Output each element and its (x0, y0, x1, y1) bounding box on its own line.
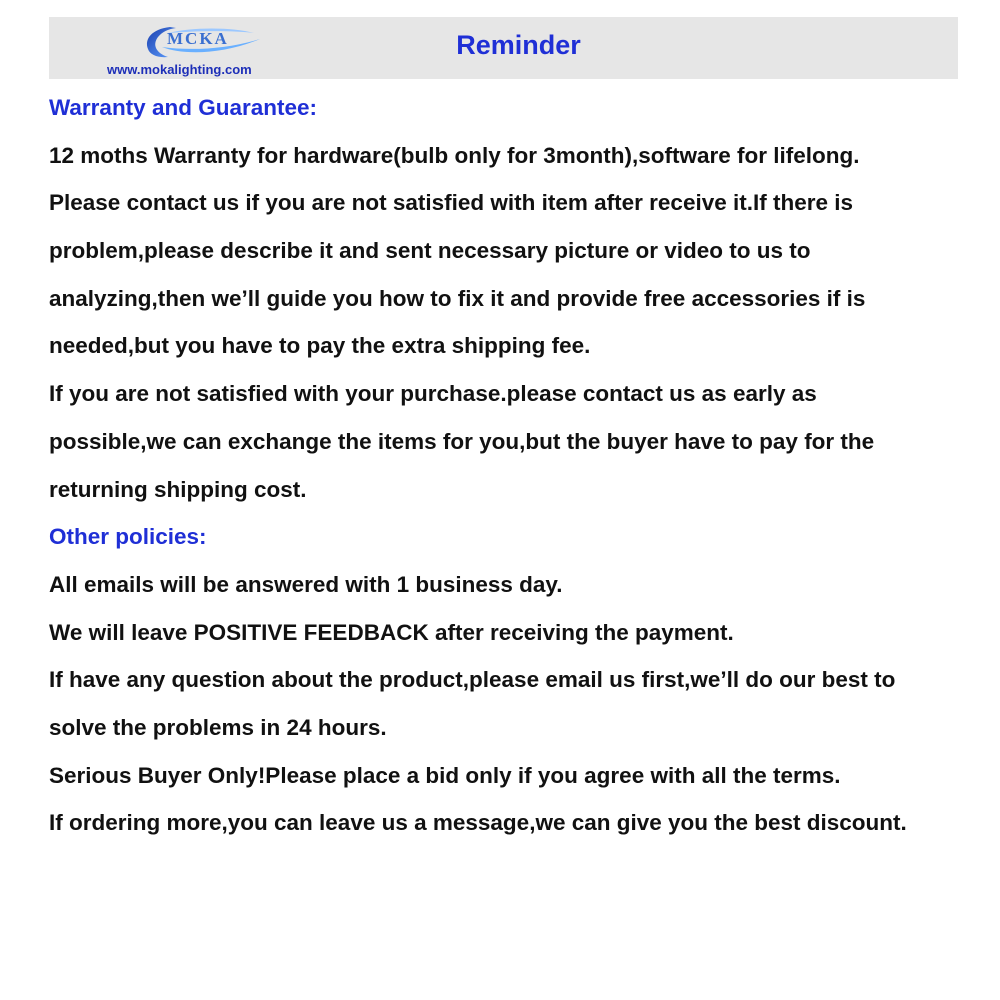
warranty-line: 12 moths Warranty for hardware(bulb only for 3month),software for lifelong. (49, 142, 860, 168)
header-bar (49, 17, 958, 79)
warranty-line: needed,but you have to pay the extra shipping fee. (49, 333, 591, 359)
logo-text: MCKA (167, 29, 229, 48)
policy-content (49, 84, 969, 847)
policy-line: Serious Buyer Only!Please place a bid only if you agree with all the terms. (49, 762, 841, 788)
other-policies-heading: Other policies: (49, 524, 207, 550)
warranty-line: possible,we can exchange the items for you,but the buyer have to pay for the (49, 428, 875, 454)
warranty-line: Please contact us if you are not satisfied with item after receive it.If there is (49, 190, 854, 216)
warranty-line: problem,please describe it and sent necessary picture or video to us to (49, 238, 811, 264)
warranty-line: If you are not satisfied with your purchase.please contact us as early as (49, 381, 817, 407)
warranty-heading: Warranty and Guarantee: (49, 95, 317, 120)
policy-line: If have any question about the product,please email us first,we’ll do our best to (49, 667, 896, 693)
warranty-line: analyzing,then we’ll guide you how to fix it and provide free accessories if is (49, 285, 866, 311)
policy-line: solve the problems in 24 hours. (49, 714, 387, 740)
page-title: Reminder (456, 30, 581, 60)
policy-line: If ordering more,you can leave us a message,we can give you the best discount. (49, 810, 907, 836)
policy-line: All emails will be answered with 1 business day. (49, 571, 563, 597)
policy-line: We will leave POSITIVE FEEDBACK after receiving the payment. (49, 619, 734, 645)
logo-url: www.mokalighting.com (107, 62, 252, 77)
warranty-line: returning shipping cost. (49, 476, 307, 502)
